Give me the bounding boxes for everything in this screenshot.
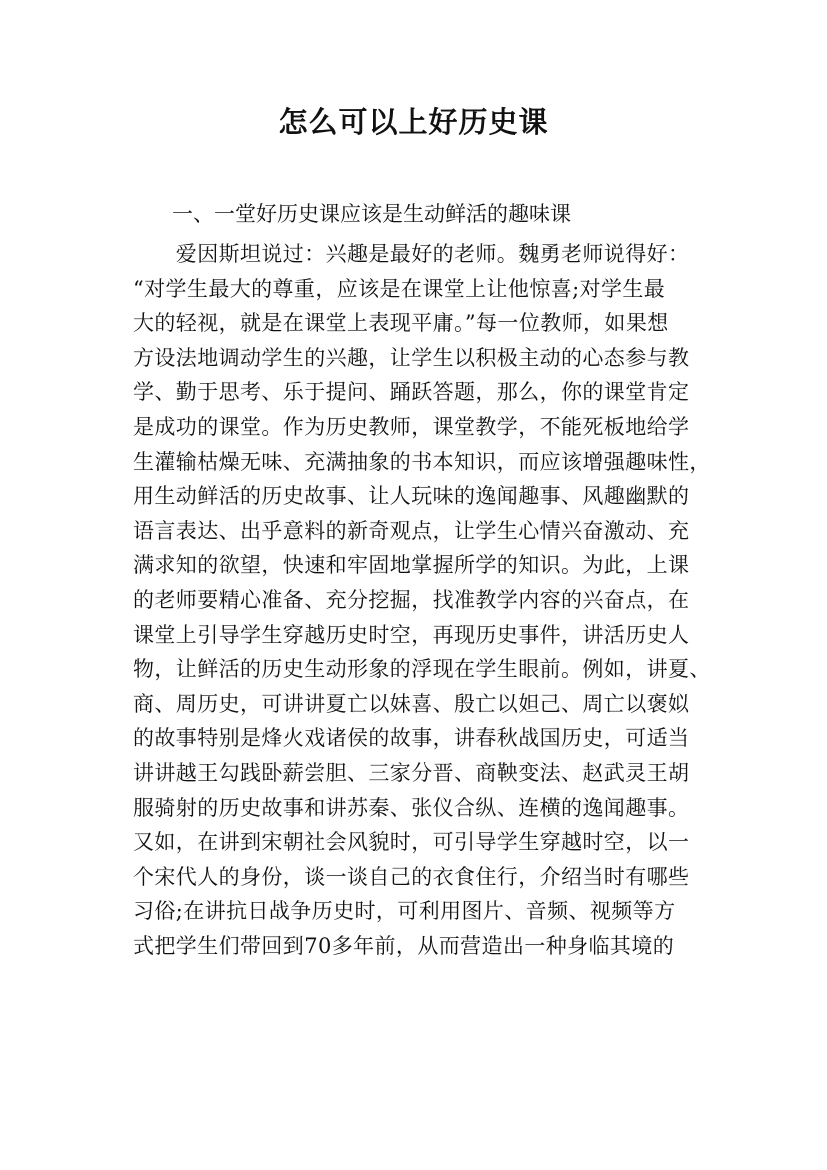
text-line: 学、勤于思考、乐于提问、踊跃答题，那么，你的课堂肯定 <box>133 380 690 405</box>
section-heading: 一、一堂好历史课应该是生动鲜活的趣味课 <box>172 202 571 226</box>
text-line: “对学生最大的尊重，应该是在课堂上让他惊喜;对学生最 <box>133 276 666 301</box>
text-line: 习俗;在讲抗日战争历史时，可利用图片、音频、视频等方 <box>133 899 676 924</box>
text-line: 个宋代人的身份，谈一谈自己的衣食住行，介绍当时有哪些 <box>133 864 690 889</box>
text-line: 的老师要精心准备、充分挖掘，找准教学内容的兴奋点，在 <box>133 587 690 612</box>
document-title: 怎么可以上好历史课 <box>278 105 549 139</box>
text-line: 是成功的课堂。作为历史教师，课堂教学，不能死板地给学 <box>133 414 690 439</box>
text-line: 物，让鲜活的历史生动形象的浮现在学生眼前。例如，讲夏、 <box>133 657 711 682</box>
text-line: 语言表达、出乎意料的新奇观点，让学生心情兴奋激动、充 <box>133 518 690 543</box>
text-line: 商、周历史，可讲讲夏亡以妹喜、殷亡以妲己、周亡以褒姒 <box>133 691 690 716</box>
body-text <box>133 237 723 963</box>
text-line: 的故事特别是烽火戏诸侯的故事，讲春秋战国历史，可适当 <box>133 726 690 751</box>
text-line: 大的轻视，就是在课堂上表现平庸。”每一位教师，如果想 <box>133 311 669 336</box>
text-line: 方设法地调动学生的兴趣，让学生以积极主动的心态参与教 <box>133 345 690 370</box>
text-line: 满求知的欲望，快速和牢固地掌握所学的知识。为此，上课 <box>133 553 690 578</box>
text-line: 讲讲越王勾践卧薪尝胆、三家分晋、商鞅变法、赵武灵王胡 <box>133 760 690 785</box>
text-line: 用生动鲜活的历史故事、让人玩味的逸闻趣事、风趣幽默的 <box>133 484 690 509</box>
text-line: 服骑射的历史故事和讲苏秦、张仪合纵、连横的逸闻趣事。 <box>133 795 690 820</box>
text-line: 爱因斯坦说过：兴趣是最好的老师。魏勇老师说得好： <box>133 242 690 266</box>
text-line: 又如，在讲到宋朝社会风貌时，可引导学生穿越时空，以一 <box>133 830 690 855</box>
text-line: 生灌输枯燥无味、充满抽象的书本知识，而应该增强趣味性， <box>133 449 711 474</box>
text-line: 式把学生们带回到70多年前，从而营造出一种身临其境的 <box>133 933 675 958</box>
text-line: 课堂上引导学生穿越历史时空，再现历史事件，讲活历史人 <box>133 622 690 647</box>
